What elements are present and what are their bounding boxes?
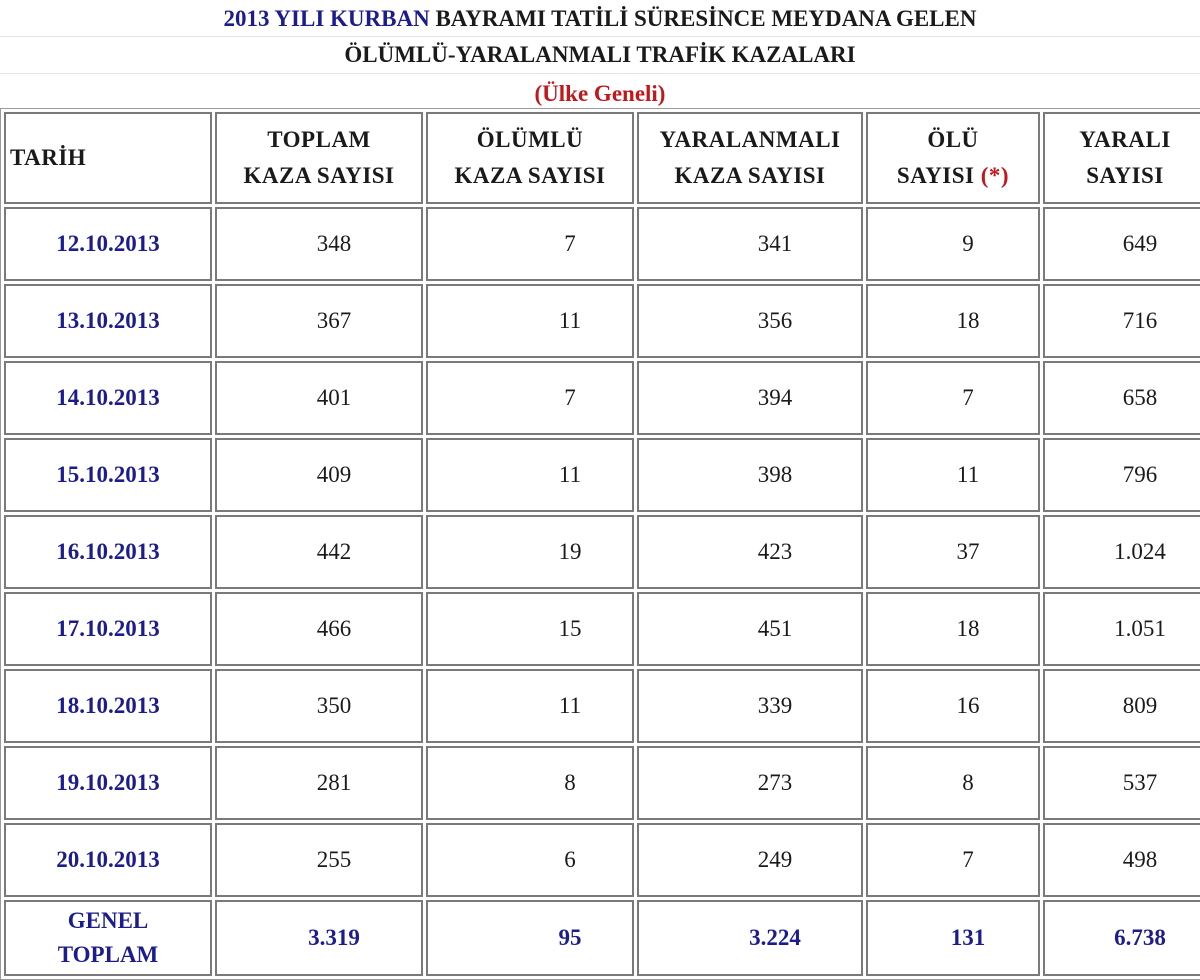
title-line-1: [0, 2, 1200, 37]
total-label: [4, 900, 212, 976]
cell-yarali: 809: [1043, 669, 1200, 743]
cell-olu: 8: [866, 746, 1040, 820]
cell-olumlu: 11: [426, 669, 634, 743]
cell-olu: 18: [866, 284, 1040, 358]
cell-olu: 7: [866, 361, 1040, 435]
cell-yaralanmali: 339: [637, 669, 863, 743]
cell-toplam: 401: [215, 361, 423, 435]
header-yaralanmali-line1: YARALANMALI: [659, 127, 841, 152]
cell-yaralanmali: 394: [637, 361, 863, 435]
header-yarali-line1: YARALI: [1079, 127, 1171, 152]
total-olu: 131: [866, 900, 1040, 976]
cell-yarali: 796: [1043, 438, 1200, 512]
accident-table: [0, 108, 1200, 980]
cell-yarali: 649: [1043, 207, 1200, 281]
cell-yarali: 498: [1043, 823, 1200, 897]
title-year-holiday: 2013 YILI KURBAN: [223, 6, 430, 31]
header-olumlu-line2: KAZA SAYISI: [454, 163, 606, 188]
cell-toplam: 348: [215, 207, 423, 281]
header-yaralanmali: [637, 112, 863, 204]
total-row: [4, 900, 1200, 976]
cell-olumlu: 11: [426, 438, 634, 512]
header-olumlu-line1: ÖLÜMLÜ: [476, 127, 584, 152]
total-olumlu: 95: [426, 900, 634, 976]
cell-toplam: 466: [215, 592, 423, 666]
table-row: [4, 592, 1200, 666]
header-toplam-line2: KAZA SAYISI: [243, 163, 395, 188]
cell-olu: 16: [866, 669, 1040, 743]
cell-yarali: 1.051: [1043, 592, 1200, 666]
cell-tarih: 19.10.2013: [4, 746, 212, 820]
table-row: [4, 361, 1200, 435]
cell-tarih: 15.10.2013: [4, 438, 212, 512]
cell-tarih: 16.10.2013: [4, 515, 212, 589]
header-olu-line2: SAYISI: [896, 163, 975, 188]
cell-olu: 37: [866, 515, 1040, 589]
cell-toplam: 281: [215, 746, 423, 820]
cell-olu: 9: [866, 207, 1040, 281]
cell-toplam: 442: [215, 515, 423, 589]
cell-toplam: 409: [215, 438, 423, 512]
cell-toplam: 367: [215, 284, 423, 358]
total-toplam: 3.319: [215, 900, 423, 976]
cell-olumlu: 7: [426, 207, 634, 281]
total-label-line1: GENEL: [67, 908, 149, 933]
cell-yaralanmali: 423: [637, 515, 863, 589]
cell-yaralanmali: 398: [637, 438, 863, 512]
table-row: [4, 515, 1200, 589]
header-yaralanmali-line2: KAZA SAYISI: [674, 163, 826, 188]
cell-tarih: 13.10.2013: [4, 284, 212, 358]
cell-yaralanmali: 273: [637, 746, 863, 820]
header-toplam-line1: TOPLAM: [267, 127, 371, 152]
cell-olu: 11: [866, 438, 1040, 512]
title-line-3: (Ülke Geneli): [534, 81, 666, 106]
cell-olumlu: 15: [426, 592, 634, 666]
header-olumlu: [426, 112, 634, 204]
cell-yarali: 716: [1043, 284, 1200, 358]
table-row: [4, 207, 1200, 281]
header-olu-footnote-marker: (*): [980, 163, 1010, 188]
cell-tarih: 12.10.2013: [4, 207, 212, 281]
header-row: [4, 112, 1200, 204]
table-row: [4, 746, 1200, 820]
cell-yarali: 658: [1043, 361, 1200, 435]
cell-tarih: 18.10.2013: [4, 669, 212, 743]
header-yarali: [1043, 112, 1200, 204]
cell-yaralanmali: 249: [637, 823, 863, 897]
cell-toplam: 255: [215, 823, 423, 897]
header-tarih-label: TARİH: [10, 145, 87, 170]
table-row: [4, 669, 1200, 743]
header-olu-line1: ÖLÜ: [927, 127, 979, 152]
header-toplam: [215, 112, 423, 204]
title-line-1-rest: BAYRAMI TATİLİ SÜRESİNCE MEYDANA GELEN: [435, 6, 977, 31]
cell-tarih: 20.10.2013: [4, 823, 212, 897]
cell-yaralanmali: 451: [637, 592, 863, 666]
header-yarali-line2: SAYISI: [1086, 163, 1164, 188]
table-row: [4, 438, 1200, 512]
cell-olumlu: 6: [426, 823, 634, 897]
cell-tarih: 14.10.2013: [4, 361, 212, 435]
cell-yarali: 537: [1043, 746, 1200, 820]
table-row: [4, 823, 1200, 897]
cell-olumlu: 8: [426, 746, 634, 820]
cell-toplam: 350: [215, 669, 423, 743]
cell-yarali: 1.024: [1043, 515, 1200, 589]
title-line-2: ÖLÜMLÜ-YARALANMALI TRAFİK KAZALARI: [0, 37, 1200, 74]
cell-olumlu: 11: [426, 284, 634, 358]
total-label-line2: TOPLAM: [57, 942, 159, 967]
cell-olu: 18: [866, 592, 1040, 666]
cell-olumlu: 7: [426, 361, 634, 435]
header-olu: [866, 112, 1040, 204]
table-row: [4, 284, 1200, 358]
cell-tarih: 17.10.2013: [4, 592, 212, 666]
cell-olu: 7: [866, 823, 1040, 897]
cell-yaralanmali: 341: [637, 207, 863, 281]
header-tarih: [4, 112, 212, 204]
total-yaralanmali: 3.224: [637, 900, 863, 976]
cell-olumlu: 19: [426, 515, 634, 589]
total-yarali: 6.738: [1043, 900, 1200, 976]
cell-yaralanmali: 356: [637, 284, 863, 358]
